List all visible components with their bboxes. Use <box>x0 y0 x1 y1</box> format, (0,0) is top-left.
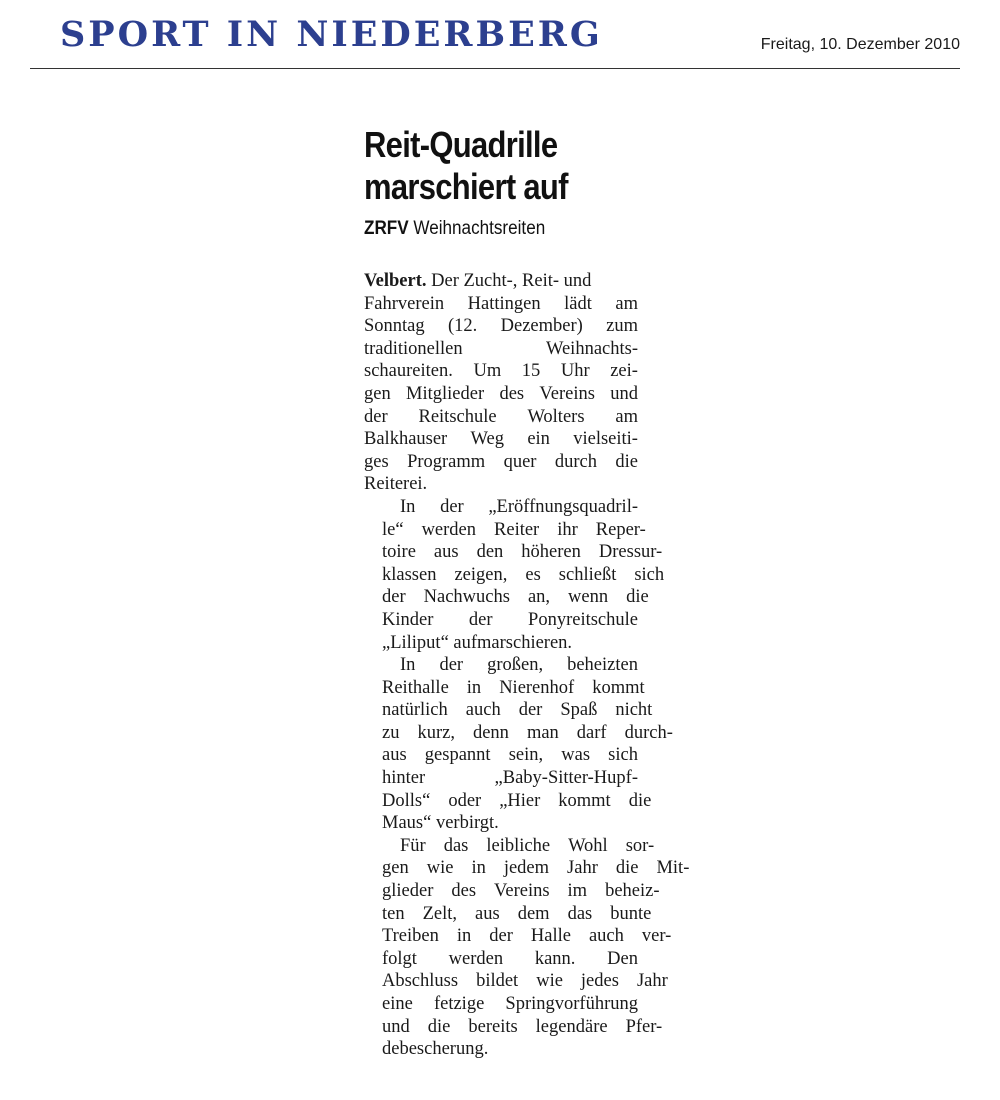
text-line <box>364 699 653 722</box>
word: in <box>471 858 486 879</box>
word: schaureiten. <box>364 361 453 382</box>
word: werden <box>448 948 504 969</box>
word: die <box>427 1016 451 1037</box>
word: natürlich <box>382 700 448 721</box>
article-paragraph <box>364 835 690 1061</box>
word: der <box>440 496 464 517</box>
word: Mitglieder <box>406 383 485 404</box>
text-line <box>364 609 638 632</box>
word: höheren <box>521 542 581 563</box>
text-line <box>364 970 668 993</box>
word: traditionellen <box>364 338 463 359</box>
word: „Eröffnungsquadril- <box>488 496 638 517</box>
article-body <box>364 270 690 1061</box>
word: Balkhauser <box>364 429 448 450</box>
word: der <box>518 700 543 721</box>
word: der <box>382 587 406 608</box>
word: das <box>443 835 469 856</box>
word: kommt <box>592 677 645 698</box>
word: auch <box>465 700 501 721</box>
word: Nierenhof <box>499 677 575 698</box>
word: lädt <box>564 293 592 314</box>
header-rule <box>30 68 960 69</box>
text-line <box>364 270 638 293</box>
text-line <box>364 428 638 451</box>
headline-line: marschiert auf <box>364 166 568 207</box>
article-paragraph <box>364 496 665 654</box>
word: eine <box>382 994 413 1014</box>
word: die <box>615 858 639 879</box>
word: bereits <box>468 1016 518 1037</box>
word: bunte <box>610 903 652 924</box>
word: darf <box>576 722 607 743</box>
word: die <box>628 790 652 811</box>
word: zeigen, <box>454 564 508 585</box>
word: aus <box>475 903 500 924</box>
word: bildet <box>476 971 519 992</box>
word: Weg <box>470 429 504 450</box>
word: klassen <box>382 564 437 585</box>
word: zei- <box>610 361 638 382</box>
word: an, <box>527 587 551 608</box>
word: am <box>615 293 638 314</box>
word: Dolls“ <box>382 790 431 811</box>
word: werden <box>421 519 477 540</box>
word: kann. <box>534 948 576 969</box>
text-line <box>364 383 638 406</box>
text-line <box>364 903 652 926</box>
word: der <box>468 609 493 630</box>
word: Abschluss <box>382 971 459 992</box>
word: Jahr <box>567 858 598 879</box>
word: Pfer- <box>625 1016 663 1037</box>
text-line <box>364 948 638 971</box>
word: Reiter <box>494 519 540 540</box>
word: Dressur- <box>598 542 663 563</box>
word: wie <box>536 971 563 992</box>
text-line <box>364 767 638 790</box>
text-line <box>364 1016 663 1039</box>
article-paragraph <box>364 654 673 835</box>
word: und <box>610 383 638 404</box>
word: Jahr <box>636 971 668 992</box>
word: beheiz- <box>605 881 660 902</box>
headline <box>364 124 639 208</box>
article <box>364 124 690 1061</box>
text-line: „Liliput“ aufmarschieren. <box>382 632 573 653</box>
word: sich <box>608 745 638 766</box>
issue-date: Freitag, 10. Dezember 2010 <box>760 36 960 53</box>
word: Ponyreitschule <box>528 609 638 630</box>
word: folgt <box>382 948 417 969</box>
word: legendäre <box>535 1016 608 1037</box>
word: im <box>567 881 588 902</box>
word: le“ <box>382 519 404 540</box>
text-line <box>364 293 638 316</box>
word: und <box>382 1016 410 1037</box>
word: wie <box>426 858 454 879</box>
word: glieder <box>382 881 434 902</box>
text-line <box>364 857 690 880</box>
word: „Hier <box>499 790 541 811</box>
word: es <box>525 564 541 585</box>
word: Zelt, <box>422 903 458 924</box>
word: Den <box>607 948 638 969</box>
word: ges <box>364 451 389 472</box>
word: auch <box>588 926 624 947</box>
word: hinter <box>382 768 426 789</box>
word: Wolters <box>527 406 585 427</box>
word: der <box>364 406 388 427</box>
word: Für <box>400 835 426 856</box>
word: fetzige <box>433 994 485 1014</box>
headline-line: Reit-Quadrille <box>364 124 558 165</box>
word: aus <box>433 542 459 563</box>
text-line <box>364 541 663 564</box>
word: zum <box>606 316 638 337</box>
word: das <box>567 903 593 924</box>
text-line <box>364 925 672 948</box>
text-line <box>364 790 652 813</box>
word: die <box>626 587 649 608</box>
word: Wohl <box>568 835 608 856</box>
word: wenn <box>568 587 609 608</box>
word: Sonntag <box>364 316 425 337</box>
word: ein <box>527 429 550 450</box>
word: in <box>456 926 472 947</box>
word: dem <box>517 903 550 924</box>
word: jedem <box>503 858 550 879</box>
word: sich <box>634 564 665 585</box>
word: gespannt <box>424 745 491 766</box>
word: der <box>439 655 464 676</box>
word: Reitschule <box>418 406 497 427</box>
text-line-rest: Der Zucht-, Reit- und <box>426 271 592 291</box>
article-paragraph <box>364 270 638 496</box>
word: 15 <box>521 361 541 382</box>
word: sor- <box>625 835 655 856</box>
text-line <box>364 496 638 519</box>
word: Vereins <box>494 881 550 902</box>
word: In <box>400 655 416 676</box>
text-line: Maus“ verbirgt. <box>382 813 499 834</box>
text-line: debescherung. <box>382 1039 489 1060</box>
word: oder <box>448 790 482 811</box>
text-line <box>364 993 638 1016</box>
word: Treiben <box>382 926 439 947</box>
word: toire <box>382 542 416 563</box>
text-line <box>364 360 638 383</box>
text-line <box>364 880 660 903</box>
word: Halle <box>530 926 571 947</box>
text-line <box>364 451 638 474</box>
word: beheizten <box>567 655 638 676</box>
word: ver- <box>641 926 672 947</box>
word: was <box>561 745 591 766</box>
word: des <box>451 881 477 902</box>
word: aus <box>382 745 407 766</box>
word: gen <box>382 858 409 879</box>
word: Dezember) <box>500 316 583 337</box>
word: der <box>489 926 513 947</box>
word: Programm <box>407 451 486 472</box>
text-line <box>364 835 655 858</box>
word: ihr <box>557 519 578 540</box>
word: man <box>526 722 559 743</box>
word: (12. <box>447 316 478 337</box>
word: Springvorführung <box>505 994 638 1014</box>
text-line <box>364 586 649 609</box>
word: Weihnachts- <box>545 338 638 359</box>
text-line <box>364 744 638 767</box>
word: ten <box>382 903 405 924</box>
word: Uhr <box>560 361 590 382</box>
word: Fahrverein <box>364 293 445 314</box>
word: Vereins <box>539 383 595 404</box>
word: Reper- <box>595 519 646 540</box>
word: nicht <box>615 700 653 721</box>
word: vielseiti- <box>573 429 638 450</box>
word: die <box>615 451 638 472</box>
word: in <box>466 677 482 698</box>
word: Reithalle <box>382 677 449 698</box>
word: Kinder <box>382 609 434 630</box>
word: Mit- <box>656 858 690 879</box>
kicker-tag: ZRFV <box>364 218 409 239</box>
word: In <box>400 496 416 517</box>
text-line: Reiterei. <box>364 474 428 495</box>
word: sein, <box>508 745 544 766</box>
word: kommt <box>558 790 611 811</box>
word: gen <box>364 383 391 404</box>
word: zu <box>382 722 400 743</box>
word: Nachwuchs <box>423 587 510 608</box>
text-line <box>364 406 638 429</box>
word: großen, <box>487 655 544 676</box>
word: den <box>476 542 504 563</box>
text-line <box>364 677 645 700</box>
word: denn <box>472 722 509 743</box>
kicker-text: Weihnachtsreiten <box>413 218 546 239</box>
word: durch <box>554 451 597 472</box>
text-line <box>364 338 638 361</box>
word: quer <box>503 451 537 472</box>
word: Spaß <box>560 700 598 721</box>
word: jedes <box>580 971 619 992</box>
text-line <box>364 722 673 745</box>
word: „Baby-Sitter-Hupf- <box>494 768 638 789</box>
word: durch- <box>624 722 673 743</box>
section-masthead: SPORT IN NIEDERBERG <box>60 14 603 55</box>
text-line <box>364 519 646 542</box>
word: schließt <box>558 564 617 585</box>
word: kurz, <box>417 722 455 743</box>
word: des <box>499 383 525 404</box>
text-line <box>364 315 638 338</box>
word: Hattingen <box>467 293 541 314</box>
word: am <box>615 406 638 427</box>
kicker <box>364 218 611 240</box>
dateline: Velbert. <box>364 271 427 291</box>
text-line <box>364 654 638 677</box>
word: Um <box>473 361 502 382</box>
text-line <box>364 564 665 587</box>
word: leibliche <box>486 835 551 856</box>
